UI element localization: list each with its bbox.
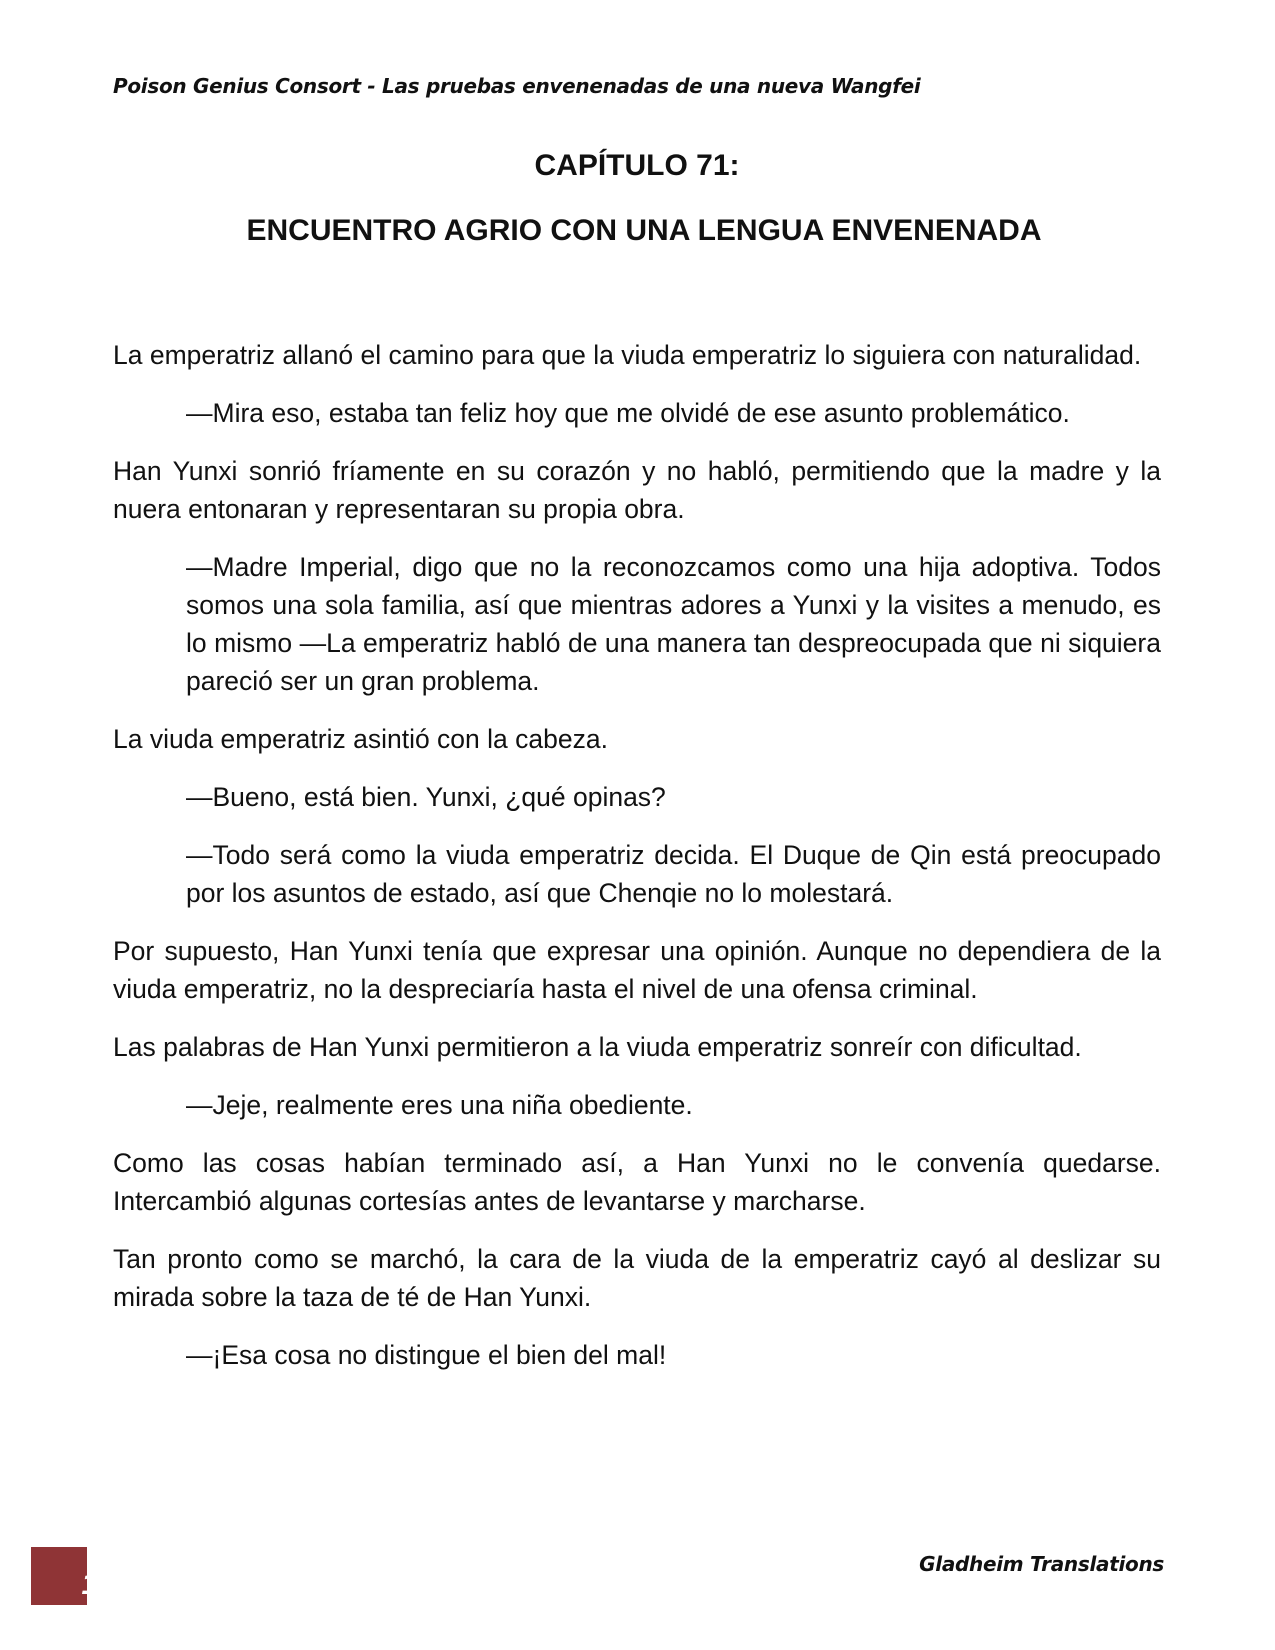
dialogue-paragraph: —Todo será como la viuda emperatriz decida. El Duque de Qin está preocupado por los asuntos de estado, así que Chenqie no lo molestará. <box>186 840 1161 908</box>
narration-paragraph: Como las cosas habían terminado así, a Han Yunxi no le convenía quedarse. Intercambió algunas cortesías antes de levantarse y marcharse. <box>113 1148 1161 1216</box>
chapter-heading <box>113 148 1161 249</box>
dialogue-paragraph: —Jeje, realmente eres una niña obediente. <box>186 1090 693 1120</box>
chapter-title: ENCUENTRO AGRIO CON UNA LENGUA ENVENENADA <box>246 214 1042 247</box>
narration-paragraph: Han Yunxi sonrió fríamente en su corazón y no habló, permitiendo que la madre y la nuera entonaran y representaran su propia obra. <box>113 456 1161 524</box>
narration-paragraph: Las palabras de Han Yunxi permitieron a la viuda emperatriz sonreír con dificultad. <box>113 1032 1082 1062</box>
footer-credit: Gladheim Translations <box>919 1552 1164 1576</box>
chapter-body <box>113 336 1161 1394</box>
dialogue-paragraph: —Mira eso, estaba tan feliz hoy que me olvidé de ese asunto problemático. <box>186 398 1070 428</box>
chapter-number: CAPÍTULO 71: <box>534 149 740 182</box>
dialogue-paragraph: —Bueno, está bien. Yunxi, ¿qué opinas? <box>186 782 666 812</box>
narration-paragraph: La emperatriz allanó el camino para que la viuda emperatriz lo siguiera con naturalidad. <box>113 340 1142 370</box>
narration-paragraph: Por supuesto, Han Yunxi tenía que expresar una opinión. Aunque no dependiera de la viuda emperatriz, no la despreciaría hasta el nivel de una ofensa criminal. <box>113 936 1161 1004</box>
footer-rule <box>31 1603 87 1605</box>
dialogue-paragraph: —Madre Imperial, digo que no la reconozcamos como una hija adoptiva. Todos somos una sola familia, así que mientras adores a Yunxi y la visites a menudo, es lo mismo —La emperatriz habló de una manera tan despreocupada que ni siquiera pareció ser un gran problema. <box>186 552 1161 696</box>
page-number: 1 <box>80 1571 99 1601</box>
narration-paragraph: Tan pronto como se marchó, la cara de la viuda de la emperatriz cayó al deslizar su mirada sobre la taza de té de Han Yunxi. <box>113 1244 1161 1312</box>
dialogue-paragraph: —¡Esa cosa no distingue el bien del mal! <box>186 1340 667 1370</box>
page-number-badge <box>31 1547 99 1603</box>
running-header: Poison Genius Consort - Las pruebas envenenadas de una nueva Wangfei <box>113 74 921 98</box>
narration-paragraph: La viuda emperatriz asintió con la cabeza. <box>113 724 608 754</box>
